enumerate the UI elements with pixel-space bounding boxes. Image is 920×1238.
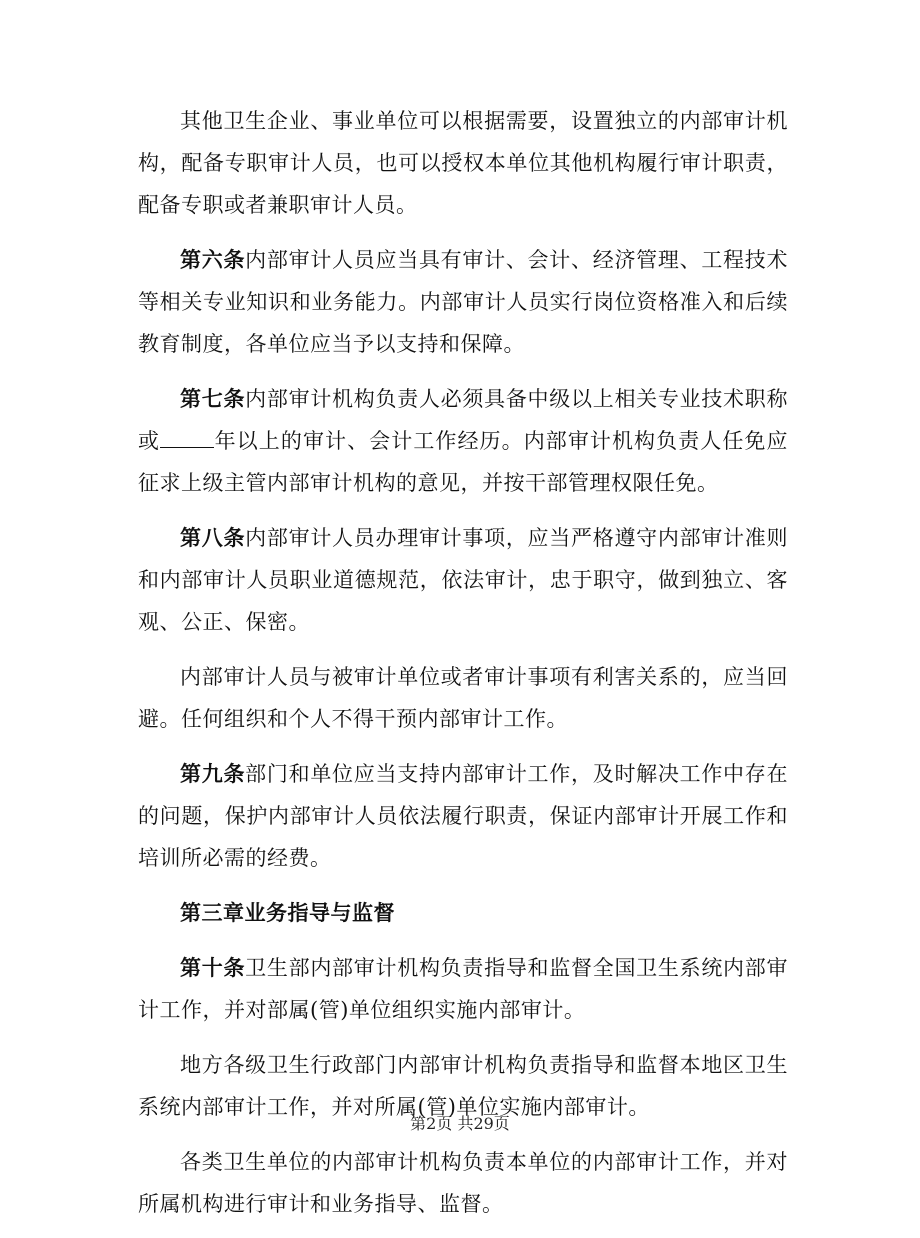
document-body (138, 100, 788, 1238)
page-number-footer (0, 1114, 920, 1134)
article-text: 内部审计人员办理审计事项，应当严格遵守内部审计准则和内部审计人员职业道德规范，依法审计，忠于职守，做到独立、客观、公正、保密。 (138, 526, 789, 634)
fill-in-blank (160, 429, 214, 448)
article-title: 第十条 (180, 955, 246, 980)
paragraph-text: 地方各级卫生行政部门内部审计机构负责指导和监督本地区卫生系统内部审计工作，并对所属(管)单位实施内部审计。 (138, 1053, 788, 1119)
chapter-3-heading (138, 892, 788, 934)
article-7 (138, 378, 788, 504)
article-title: 第九条 (180, 761, 246, 786)
paragraph-health-units (138, 1141, 788, 1225)
article-10 (138, 947, 788, 1031)
paragraph-text: 各类卫生单位的内部审计机构负责本单位的内部审计工作，并对所属机构进行审计和业务指导、监督。 (138, 1150, 788, 1216)
article-title: 第七条 (180, 386, 246, 411)
paragraph-other-units (138, 100, 788, 226)
chapter-title: 第三章业务指导与监督 (180, 900, 395, 925)
article-text: 内部审计人员应当具有审计、会计、经济管理、工程技术等相关专业知识和业务能力。内部审计人员实行岗位资格准入和后续教育制度，各单位应当予以支持和保障。 (138, 248, 789, 356)
paragraph-text: 内部审计人员与被审计单位或者审计事项有利害关系的，应当回避。任何组织和个人不得干预内部审计工作。 (138, 665, 788, 731)
page-number-label: 第2页 共29页 (410, 1114, 510, 1133)
article-text: 卫生部内部审计机构负责指导和监督全国卫生系统内部审计工作，并对部属(管)单位组织实施内部审计。 (138, 956, 789, 1022)
article-8 (138, 517, 788, 643)
article-9 (138, 753, 788, 879)
paragraph-text: 其他卫生企业、事业单位可以根据需要，设置独立的内部审计机构，配备专职审计人员，也可以授权本单位其他机构履行审计职责，配备专职或者兼职审计人员。 (138, 109, 788, 217)
article-title: 第八条 (180, 525, 246, 550)
article-text: 部门和单位应当支持内部审计工作，及时解决工作中存在的问题，保护内部审计人员依法履行职责，保证内部审计开展工作和培训所必需的经费。 (138, 762, 789, 870)
article-text-before-blank: 内部审计机构负责人必须具备中级以上相关专业技术职称或 (138, 387, 789, 453)
article-text-after-blank: 年以上的审计、会计工作经历。内部审计机构负责人任免应征求上级主管内部审计机构的意见，并按干部管理权限任免。 (138, 429, 789, 495)
article-6 (138, 239, 788, 365)
article-title: 第六条 (180, 247, 246, 272)
paragraph-recusal (138, 656, 788, 740)
